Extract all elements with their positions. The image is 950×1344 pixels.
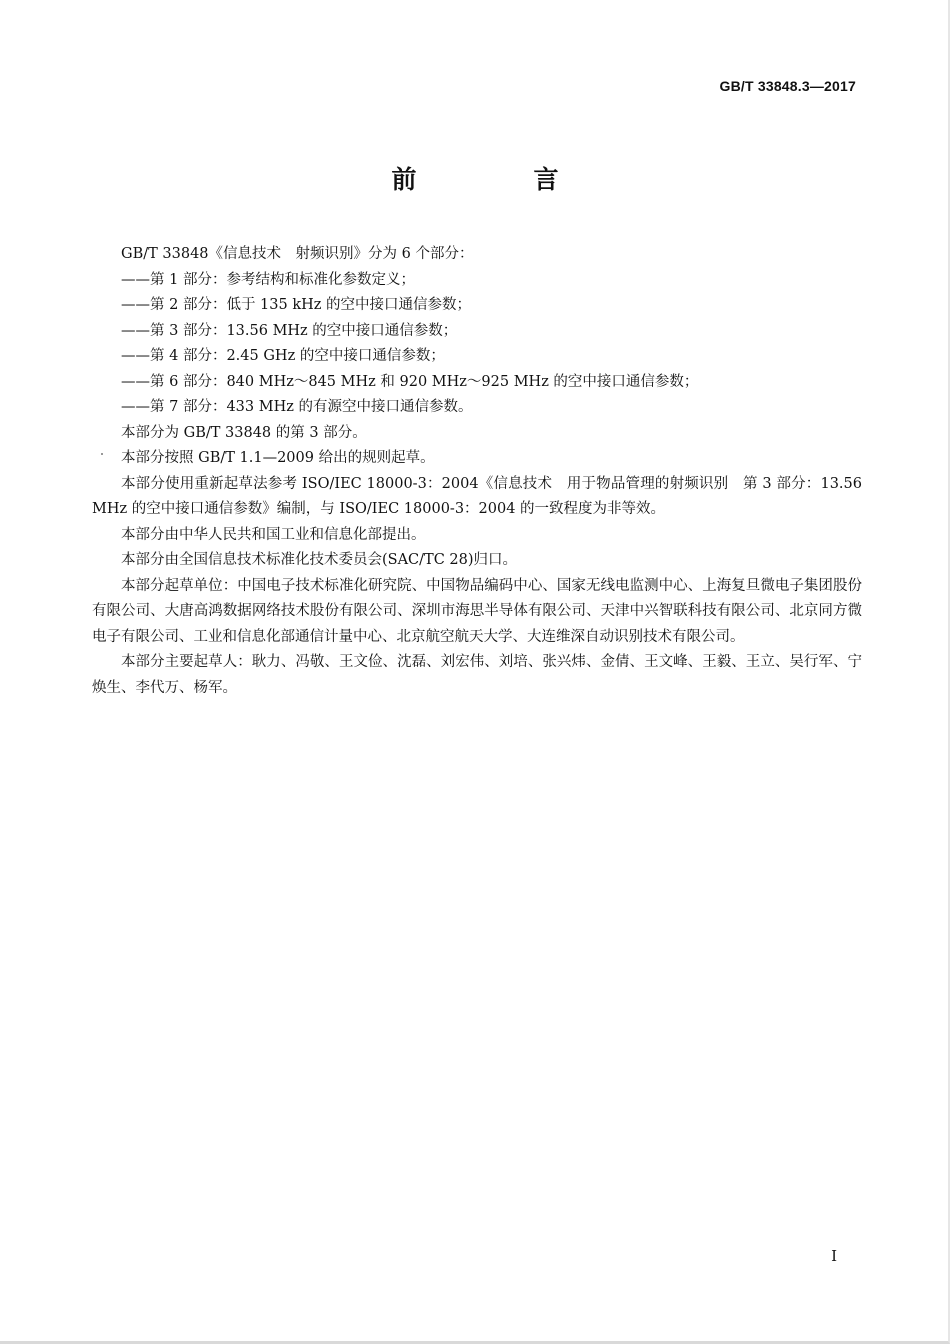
drafters-paragraph: 本部分主要起草人：耿力、冯敬、王文俭、沈磊、刘宏伟、刘培、张兴炜、金倩、王文峰、王毅、王立、吴行军、宁焕生、李代万、杨军。 xyxy=(92,654,862,696)
part-list-item: ——第 2 部分：低于 135 kHz 的空中接口通信参数； xyxy=(121,297,472,313)
part-list-item: ——第 6 部分：840 MHz～845 MHz 和 920 MHz～925 MHz 的空中接口通信参数； xyxy=(121,373,699,390)
technical-committee-paragraph: 本部分由全国信息技术标准化技术委员会(SAC/TC 28)归口。 xyxy=(121,552,518,568)
proposer-paragraph: 本部分由中华人民共和国工业和信息化部提出。 xyxy=(121,526,426,543)
part-list-item: ——第 1 部分：参考结构和标准化参数定义； xyxy=(121,271,415,288)
page-title: 前 言 xyxy=(391,165,605,194)
part-list-item: ——第 7 部分：433 MHz 的有源空中接口通信参数。 xyxy=(121,399,473,415)
intro-paragraph: GB/T 33848《信息技术 射频识别》分为 6 个部分： xyxy=(121,246,474,262)
part-list-item: ——第 3 部分：13.56 MHz 的空中接口通信参数； xyxy=(121,322,458,339)
scan-speck xyxy=(101,453,103,455)
reference-paragraph: 本部分使用重新起草法参考 ISO/IEC 18000-3：2004《信息技术 用于物品管理的射频识别 第 3 部分：13.56 MHz 的空中接口通信参数》编制，与 ISO/IEC 18000-3：2004 的一致程度为非等效。 xyxy=(92,475,862,517)
part-list-item: ——第 4 部分：2.45 GHz 的空中接口通信参数； xyxy=(121,348,445,364)
drafting-units-paragraph: 本部分起草单位：中国电子技术标准化研究院、中国物品编码中心、国家无线电监测中心、上海复旦微电子集团股份有限公司、大唐高鸿数据网络技术股份有限公司、深圳市海思半导体有限公司、天津中兴智联科技有限公司、北京同方微电子有限公司、工业和信息化部通信计量中心、北京航空航天大学、大连维深自动识别技术有限公司。 xyxy=(92,577,862,645)
standard-number: GB/T 33848.3—2017 xyxy=(719,78,856,94)
page-number: I xyxy=(831,1247,837,1265)
part-statement-paragraph: 本部分为 GB/T 33848 的第 3 部分。 xyxy=(121,424,367,441)
drafting-rules-paragraph: 本部分按照 GB/T 1.1—2009 给出的规则起草。 xyxy=(121,450,435,466)
foreword-body xyxy=(92,242,862,701)
